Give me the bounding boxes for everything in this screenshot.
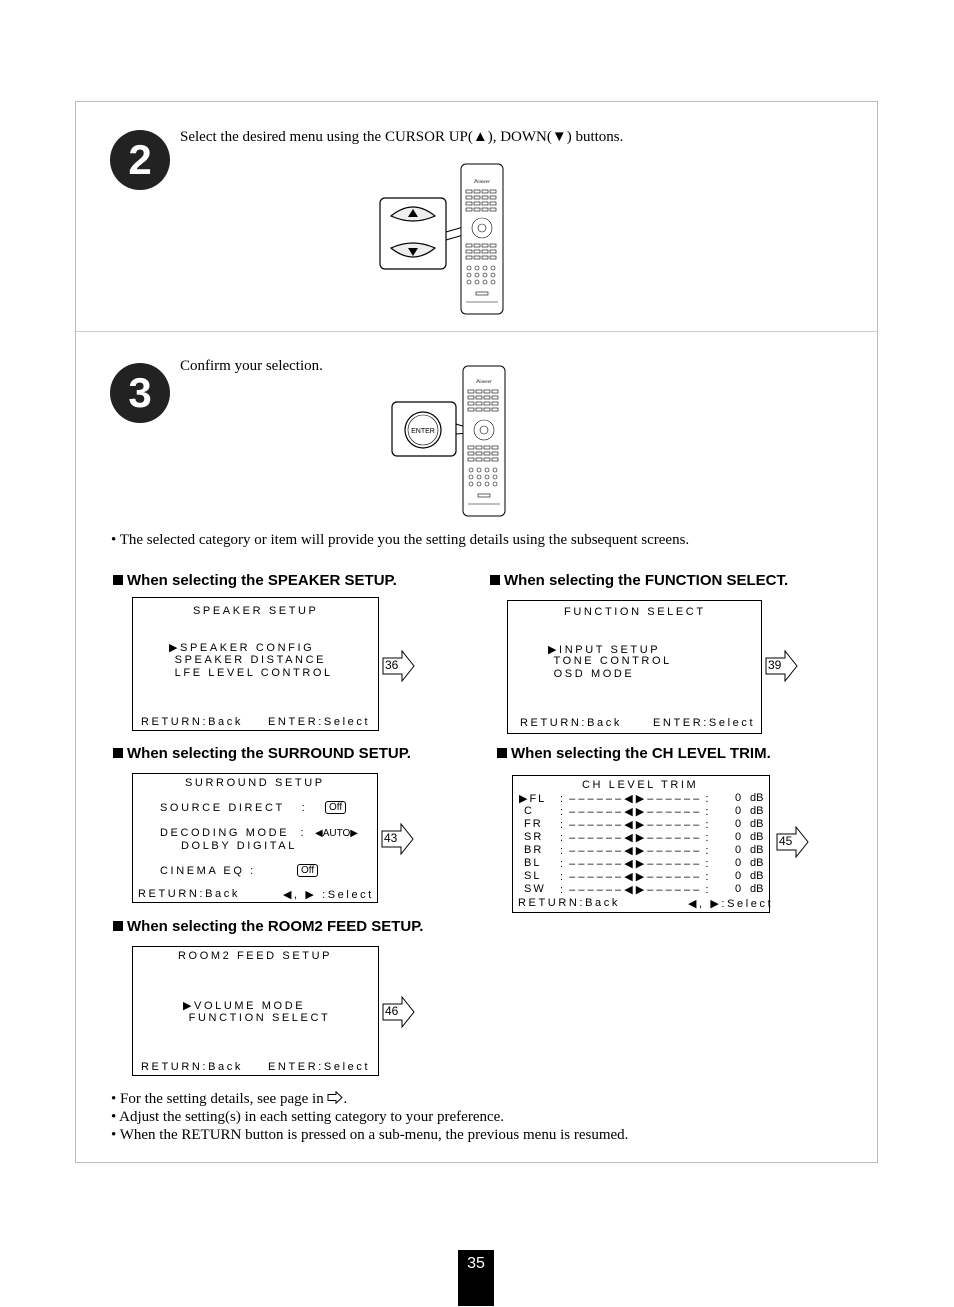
menu-item: SPEAKER DISTANCE [169, 654, 327, 666]
cinema-eq-label: CINEMA EQ : [160, 865, 256, 877]
source-direct-value: Off [325, 801, 346, 814]
room2-feed-setup-heading: When selecting the ROOM2 FEED SETUP. [113, 918, 423, 935]
screen-footer-left: RETURN:Back [518, 897, 620, 909]
screen-title: SURROUND SETUP [185, 777, 325, 789]
ch-row-unit: dB [750, 818, 764, 830]
ch-row-unit: dB [750, 870, 764, 882]
screen-title: CH LEVEL TRIM [582, 779, 699, 791]
page-reference-arrow-icon: 45 [776, 826, 810, 858]
screen-footer-right: ◀, ▶ :Select [283, 889, 374, 901]
menu-item: TONE CONTROL [548, 655, 672, 667]
ch-row-label: BR [519, 844, 544, 856]
speaker-setup-screen [132, 597, 379, 731]
ch-row-value: 0 [735, 805, 742, 817]
screen-title: SPEAKER SETUP [193, 605, 319, 617]
ch-row-level-bar: : – – – – – – ◀ ▶ – – – – – – : [560, 819, 709, 831]
step-2-instruction: Select the desired menu using the CURSOR UP(▲), DOWN(▼) buttons. [180, 129, 624, 145]
ch-row-level-bar: : – – – – – – ◀ ▶ – – – – – – : [560, 858, 709, 870]
page-number: 35 [458, 1250, 494, 1306]
menu-item: ▶INPUT SETUP [548, 644, 661, 656]
ch-row-unit: dB [750, 792, 764, 804]
ch-row-unit: dB [750, 805, 764, 817]
screen-title: FUNCTION SELECT [564, 606, 706, 618]
ch-row-level-bar: : – – – – – – ◀ ▶ – – – – – – : [560, 884, 709, 896]
step-2-number: 2 [110, 130, 170, 190]
ch-row-unit: dB [750, 844, 764, 856]
page-reference-arrow-icon [327, 1091, 343, 1104]
note-adjust: • Adjust the setting(s) in each setting category to your preference. [111, 1109, 505, 1125]
ch-row-label: FR [519, 818, 543, 830]
menu-item: OSD MODE [548, 668, 635, 680]
ch-row-value: 0 [735, 831, 742, 843]
svg-text:Pioneer: Pioneer [474, 180, 490, 185]
screen-title: ROOM2 FEED SETUP [178, 950, 333, 962]
surround-setup-screen [132, 773, 378, 903]
ch-row-value: 0 [735, 883, 742, 895]
remote-control-icon [463, 366, 505, 516]
section-divider [76, 331, 878, 332]
remote-enter-illustration [390, 362, 510, 522]
screen-footer-right: ENTER:Select [653, 717, 756, 729]
ch-row-level-bar: : – – – – – – ◀ ▶ – – – – – – : [560, 832, 709, 844]
note-page-reference: • For the setting details, see page in . [111, 1091, 348, 1107]
ch-row-level-bar: : – – – – – – ◀ ▶ – – – – – – : [560, 793, 709, 805]
ch-row-value: 0 [735, 818, 742, 830]
menu-item: ▶VOLUME MODE [183, 1000, 306, 1012]
remote-cursor-illustration [378, 160, 508, 318]
step-3-instruction: Confirm your selection. [180, 358, 323, 374]
step-3-number: 3 [110, 363, 170, 423]
menu-item: LFE LEVEL CONTROL [169, 667, 333, 679]
ch-row-label: SL [519, 870, 542, 882]
ch-row-level-bar: : – – – – – – ◀ ▶ – – – – – – : [560, 806, 709, 818]
ch-row-level-bar: : – – – – – – ◀ ▶ – – – – – – : [560, 871, 709, 883]
ch-row-label: SR [519, 831, 544, 843]
ch-level-trim-screen [512, 775, 774, 913]
ch-row-level-bar: : – – – – – – ◀ ▶ – – – – – – : [560, 845, 709, 857]
page-reference-arrow-icon: 46 [382, 996, 416, 1028]
ch-row-unit: dB [750, 883, 764, 895]
ch-row-value: 0 [735, 857, 742, 869]
ch-row-label: SW [519, 883, 546, 895]
page-reference-arrow-icon: 36 [382, 650, 416, 682]
square-bullet-icon [490, 575, 500, 585]
source-direct-label: SOURCE DIRECT : [160, 802, 308, 814]
menu-item: FUNCTION SELECT [183, 1012, 331, 1024]
screen-footer-left: RETURN:Back [520, 717, 622, 729]
ch-row-label: BL [519, 857, 542, 869]
intro-bullet: • The selected category or item will provide you the setting details using the subsequent screens. [111, 532, 690, 548]
screen-footer-right: ENTER:Select [268, 1061, 371, 1073]
square-bullet-icon [113, 748, 123, 758]
ch-row-label: ▶FL [519, 793, 547, 805]
screen-footer-left: RETURN:Back [141, 1061, 243, 1073]
screen-footer-right: ◀, ▶:Select [688, 898, 774, 910]
ch-row-value: 0 [735, 844, 742, 856]
enter-button-icon [405, 412, 441, 448]
screen-footer-left: RETURN:Back [138, 888, 240, 900]
ch-row-unit: dB [750, 831, 764, 843]
speaker-setup-heading: When selecting the SPEAKER SETUP. [113, 572, 397, 589]
remote-control-icon [461, 164, 503, 314]
ch-row-value: 0 [735, 792, 742, 804]
ch-row-value: 0 [735, 870, 742, 882]
screen-footer-left: RETURN:Back [141, 716, 243, 728]
cinema-eq-value: Off [297, 864, 318, 877]
decoding-mode-label: DECODING MODE : [160, 827, 307, 839]
square-bullet-icon [497, 748, 507, 758]
page-reference-arrow-icon: 43 [381, 823, 415, 855]
room2-feed-setup-screen [132, 946, 379, 1076]
menu-item: ▶SPEAKER CONFIG [169, 642, 315, 654]
function-select-heading: When selecting the FUNCTION SELECT. [490, 572, 788, 589]
ch-row-unit: dB [750, 857, 764, 869]
square-bullet-icon [113, 575, 123, 585]
square-bullet-icon [113, 921, 123, 931]
page-reference-arrow-icon: 39 [765, 650, 799, 682]
ch-level-trim-heading: When selecting the CH LEVEL TRIM. [497, 745, 771, 762]
function-select-screen [507, 600, 762, 734]
ch-row-label: C [519, 805, 534, 817]
note-return: • When the RETURN button is pressed on a sub-menu, the previous menu is resumed. [111, 1127, 629, 1143]
svg-text:ENTER: ENTER [411, 428, 435, 435]
dolby-digital-label: DOLBY DIGITAL [181, 840, 297, 852]
svg-text:Pioneer: Pioneer [476, 380, 492, 385]
decoding-mode-value: ◀AUTO▶ [315, 828, 358, 839]
surround-setup-heading: When selecting the SURROUND SETUP. [113, 745, 411, 762]
screen-footer-right: ENTER:Select [268, 716, 371, 728]
